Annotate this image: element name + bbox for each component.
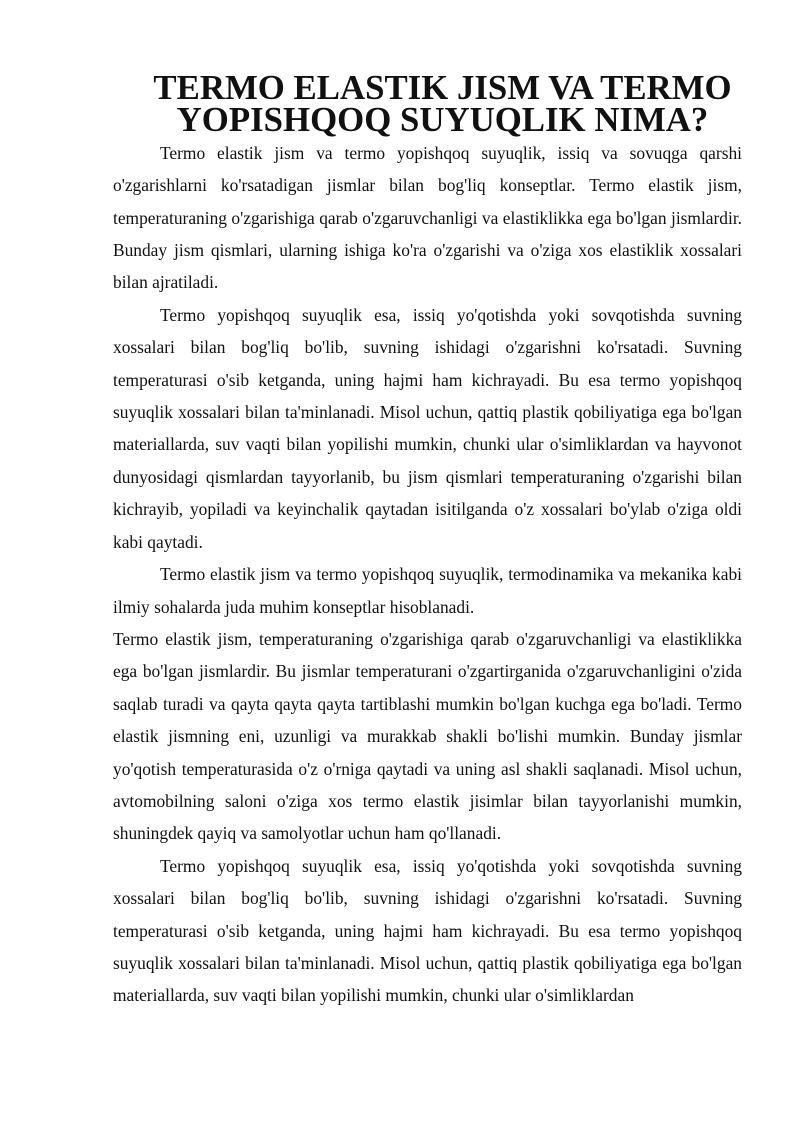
paragraph-3: Termo elastik jism va termo yopishqoq suyuqlik, termodinamika va mekanika kabi ilmiy sohalarda juda muhim konseptlar hisoblanadi. — [113, 564, 742, 617]
paragraph-4: Termo elastik jism, temperaturaning o'zgarishiga qarab o'zgaruvchanligi va elastiklikka ega bo'lgan jismlardir. Bu jismlar temperaturani o'zgartirganida o'zgaruvchanligini o'zida saqlab turadi va qayta qayta qayta tartiblashi mumkin bo'lgan kuchga ega bo'ladi. Termo elastik jismning eni, uzunligi va murakkab shakli bo'lishi mumkin. Bunday jismlar yo'qotish temperaturasida o'z o'rniga qaytadi va uning asl shakli saqlanadi. Misol uchun, avtomobilning saloni o'ziga xos termo elastik jisimlar bilan tayyorlanishi mumkin, shuningdek qayiq va samolyotlar uchun ham qo'llanadi. — [113, 628, 742, 844]
paragraph-1: Termo elastik jism va termo yopishqoq suyuqlik, issiq va sovuqga qarshi o'zgarishlarni ko'rsatadigan jismlar bilan bog'liq konseptlar. Termo elastik jism, temperaturaning o'zgarishiga qarab o'zgaruvchanligi va elastiklikka ega bo'lgan jismlardir. Bunday jism qismlari, ularning ishiga ko'ra o'zgarishi va o'ziga xos elastiklik xossalari bilan ajratiladi. — [113, 142, 742, 293]
paragraph-5: Termo yopishqoq suyuqlik esa, issiq yo'qotishda yoki sovqotishda suvning xossalari bilan bog'liq bo'lib, suvning ishidagi o'zgarishni ko'rsatadi. Suvning temperaturasi o'sib ketganda, uning hajmi ham kichrayadi. Bu esa termo yopishqoq suyuqlik xossalari bilan ta'minlanadi. Misol uchun, qattiq plastik qobiliyatiga ega bo'lgan materiallarda, suv vaqti bilan yopilishi mumkin, chunki ular o'simliklardan — [113, 855, 742, 1006]
paragraph-2: Termo yopishqoq suyuqlik esa, issiq yo'qotishda yoki sovqotishda suvning xossalari bilan bog'liq bo'lib, suvning ishidagi o'zgarishni ko'rsatadi. Suvning temperaturasi o'sib ketganda, uning hajmi ham kichrayadi. Bu esa termo yopishqoq suyuqlik xossalari bilan ta'minlanadi. Misol uchun, qattiq plastik qobiliyatiga ega bo'lgan materiallarda, suv vaqti bilan yopilishi mumkin, chunki ular o'simliklardan va hayvonot dunyosidagi qismlardan tayyorlanib, bu jism qismlari temperaturaning o'zgarishi bilan kichrayib, yopiladi va keyinchalik qaytadan isitilganda o'z xossalari bo'ylab o'ziga oldi kabi qaytadi. — [113, 304, 742, 552]
document-title: TERMO ELASTIK JISM VA TERMO YOPISHQOQ SUYUQLIK NIMA? — [153, 68, 732, 140]
